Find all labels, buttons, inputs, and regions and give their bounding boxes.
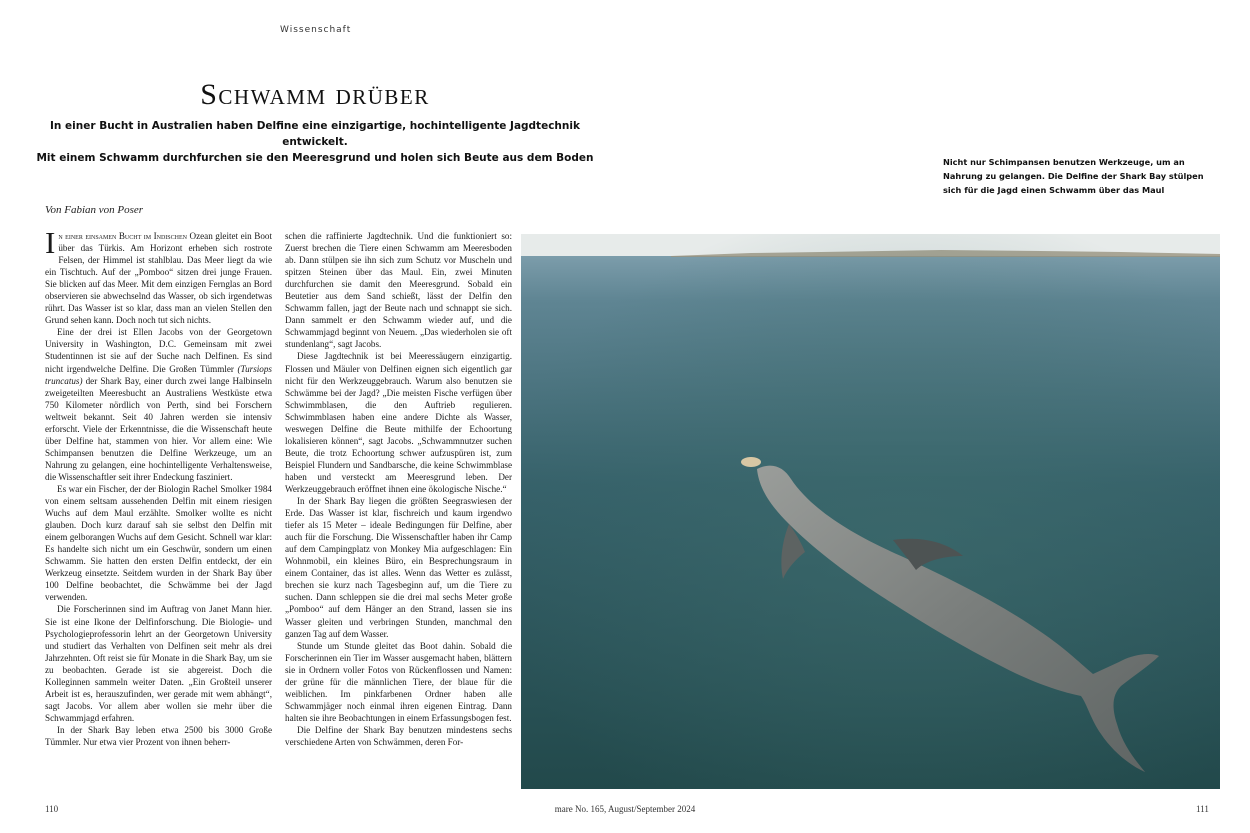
paragraph-text: der Shark Bay, einer durch zwei lange Halbinseln zweigeteilten Meeresbucht an Australiens Westküste etwa 750 Kilometer nördlich von Perth, sind bei Forschern weltweit bekannt. Seit 40 Jahren werden sie intensiv erforscht. Viele der Erkenntnisse, die die Wissenschaft heute über Delfine hat, stammen von hier. Vor allem eine: Wie Schimpansen benutzen die Delfine Werkzeuge, um an Nahrung zu gelangen, eine hochintelligente Verhaltensweise, die Wissenschaftler seit ihrer Endeckung fasziniert. xyxy=(45,375,272,482)
paragraph: In der Shark Bay leben etwa 2500 bis 3000 Große Tümmler. Nur etwa vier Prozent von ihnen beherr- xyxy=(45,724,272,747)
deck-line-2: Mit einem Schwamm durchfurchen sie den Meeresgrund und holen sich Beute aus dem Boden xyxy=(36,152,594,164)
drop-cap: I xyxy=(45,230,56,260)
paragraph: schen die raffinierte Jagdtechnik. Und die funktioniert so: Zuerst brechen die Tiere einen Schwamm am Meeresboden ab. Dann stülpen sie ihn sich zum Schutz vor Muscheln und spitzen Steinen über das Maul. Ein, zwei Minuten durchfurchen sie damit den Meeresgrund. Sobald ein Beutetier aus dem Sand schießt, lässt der Delfin den Schwamm fallen, jagt der Beute nach und schnappt sie sich. Dann sammelt er den Schwamm wieder auf, und die Schwammjagd beginnt von Neuem. „Das wiederholen sie oft stundenlang“, sagt Jacobs. xyxy=(285,231,512,350)
paragraph: Die Delfine der Shark Bay benutzen mindestens sechs verschiedene Arten von Schwämmen, deren For- xyxy=(285,724,512,747)
species-name: (Tursiops truncatus) xyxy=(45,363,272,386)
headline: Schwamm drüber xyxy=(200,78,430,111)
paragraph xyxy=(45,326,272,483)
deck xyxy=(30,118,600,166)
dolphin-photo xyxy=(521,234,1220,789)
byline: Von Fabian von Poser xyxy=(45,204,144,216)
section-label: Wissenschaft xyxy=(280,25,352,35)
article-column-2 xyxy=(285,230,512,790)
paragraph-text: Eine der drei ist Ellen Jacobs von der Georgetown University in Washington, D.C. Gemeinsam mit zwei Studentinnen ist sie auf der Suche nach Delfinen. Es sind nicht irgendwelche Delfine. Die Großen Tümmler xyxy=(45,327,272,374)
paragraph: In der Shark Bay liegen die größten Seegraswiesen der Erde. Das Wasser ist klar, fischreich und kaum irgendwo tiefer als 15 Meter – ideale Bedingungen für Delfine, aber auch für die Forschung. Die Wissenschaftler haben ihr Camp auf dem Campingplatz von Monkey Mia aufgeschlagen: Ein Wohnmobil, ein kleines Büro, ein Besprechungsraum in einem Container, das ist alles. Wenn das Wetter es zulässt, brechen sie kurz nach Tagesbeginn auf, um die Tiere zu suchen. Dann schleppen sie die drei mal sechs Meter große „Pomboo“ auf dem Hänger an den Strand, lassen sie ins Wasser gleiten und verbringen Stunden, manchmal den ganzen Tag auf dem Wasser. xyxy=(285,496,512,639)
paragraph: Diese Jagdtechnik ist bei Meeressäugern einzigartig. Flossen und Mäuler von Delfinen eignen sich eigentlich gar nicht für den Werkzeuggebrauch. Warum also benutzen sie Schwämme bei der Jagd? „Die meisten Fische verfügen über Schwimmblasen, die den Auftrieb regulieren. Schwimmblasen haben eine andere Dichte als Wasser, weswegen Delfine die Beute mithilfe der Echoortung lokalisieren können“, sagt Jacobs. „Schwammnutzer suchen Beute, die trotz Echoortung schwer aufzuspüren ist, zum Beispiel Flundern und Sandbarsche, die keine Schwimmblase haben und versteckt am Meeresgrund leben. Der Werkzeuggebrauch eröffnet ihnen eine ökologische Nische.“ xyxy=(285,351,512,494)
page-number-left: 110 xyxy=(45,804,59,814)
page-number-right: 111 xyxy=(1196,804,1209,814)
issue-line: mare No. 165, August/September 2024 xyxy=(554,804,696,814)
lead-in: n einer einsamen Bucht im Indischen xyxy=(58,231,187,241)
photo-caption: Nicht nur Schimpansen benutzen Werkzeuge, um an Nahrung zu gelangen. Die Delfine der Shark Bay stülpen sich für die Jagd einen Schwamm über das Maul xyxy=(943,157,1204,195)
paragraph: Die Forscherinnen sind im Auftrag von Janet Mann hier. Sie ist eine Ikone der Delfinforschung. Die Biologie- und Psychologieprofessorin lehrt an der Georgetown University und studiert das Verhalten von Delfinen seit mehr als drei Jahrzehnten. Oft reist sie für Monate in die Shark Bay, um sie zu beobachten. Gerade ist sie abgereist. Doch die Kolleginnen sammeln weiter Daten. „Ein Großteil unserer Arbeit ist es, herauszufinden, wer gerade mit wem abhängt“, sagt Jacobs. Vor allem aber wollen sie mehr über die Schwammjagd erfahren. xyxy=(45,604,272,723)
paragraph: Stunde um Stunde gleitet das Boot dahin. Sobald die Forscherinnen ein Tier im Wasser ausgemacht haben, blättern sie in Ordnern voller Fotos von Rückenflossen und Namen: der grüne für die männlichen Tiere, der blaue für die weiblichen. Im pinkfarbenen Ordner haben alle Schwammjäger noch einmal ihren eigenen Eintrag. Dann halten sie ihre Beobachtungen in einem Erfassungsbogen fest. xyxy=(285,640,512,723)
paragraph xyxy=(45,230,272,326)
deck-line-1: In einer Bucht in Australien haben Delfine eine einzigartige, hochintelligente Jagdtechnik entwickelt. xyxy=(50,120,580,148)
sponge xyxy=(741,457,761,467)
paragraph: Es war ein Fischer, der der Biologin Rachel Smolker 1984 von einem seltsam aussehenden Delfin mit einem riesigen Wuchs auf dem Maul erzählte. Smolker wollte es nicht glauben. Doch kurz darauf sah sie selbst den Delfin mit einem gelborangen Wuchs auf dem Gesicht. Schnell war klar: Es handelte sich nicht um ein Geschwür, sondern um einen Schwamm. Sie hatten den ersten Delfin entdeckt, der ein Werkzeug einsetzte. Seitdem wurden in der Shark Bay über 100 Delfine beobachtet, die Schwämme bei der Jagd verwenden. xyxy=(45,483,272,603)
paragraph-text: Ozean gleitet ein Boot über das Türkis. Am Horizont erheben sich rostrote Felsen, der Himmel ist stahlblau. Das Meer liegt da wie ein Tischtuch. Auf der „Pomboo“ sitzen drei junge Frauen. Sie blicken auf das Meer. Mit dem einzigen Fernglas an Bord observieren sie abwechselnd das Wasser, ob sich irgendetwas rührt. Das Wasser ist so klar, dass man an vielen Stellen den Grund sehen kann. Doch noch tut sich nichts. xyxy=(45,231,272,326)
article-column-1 xyxy=(45,230,272,790)
dolphin-illustration xyxy=(521,234,1220,789)
